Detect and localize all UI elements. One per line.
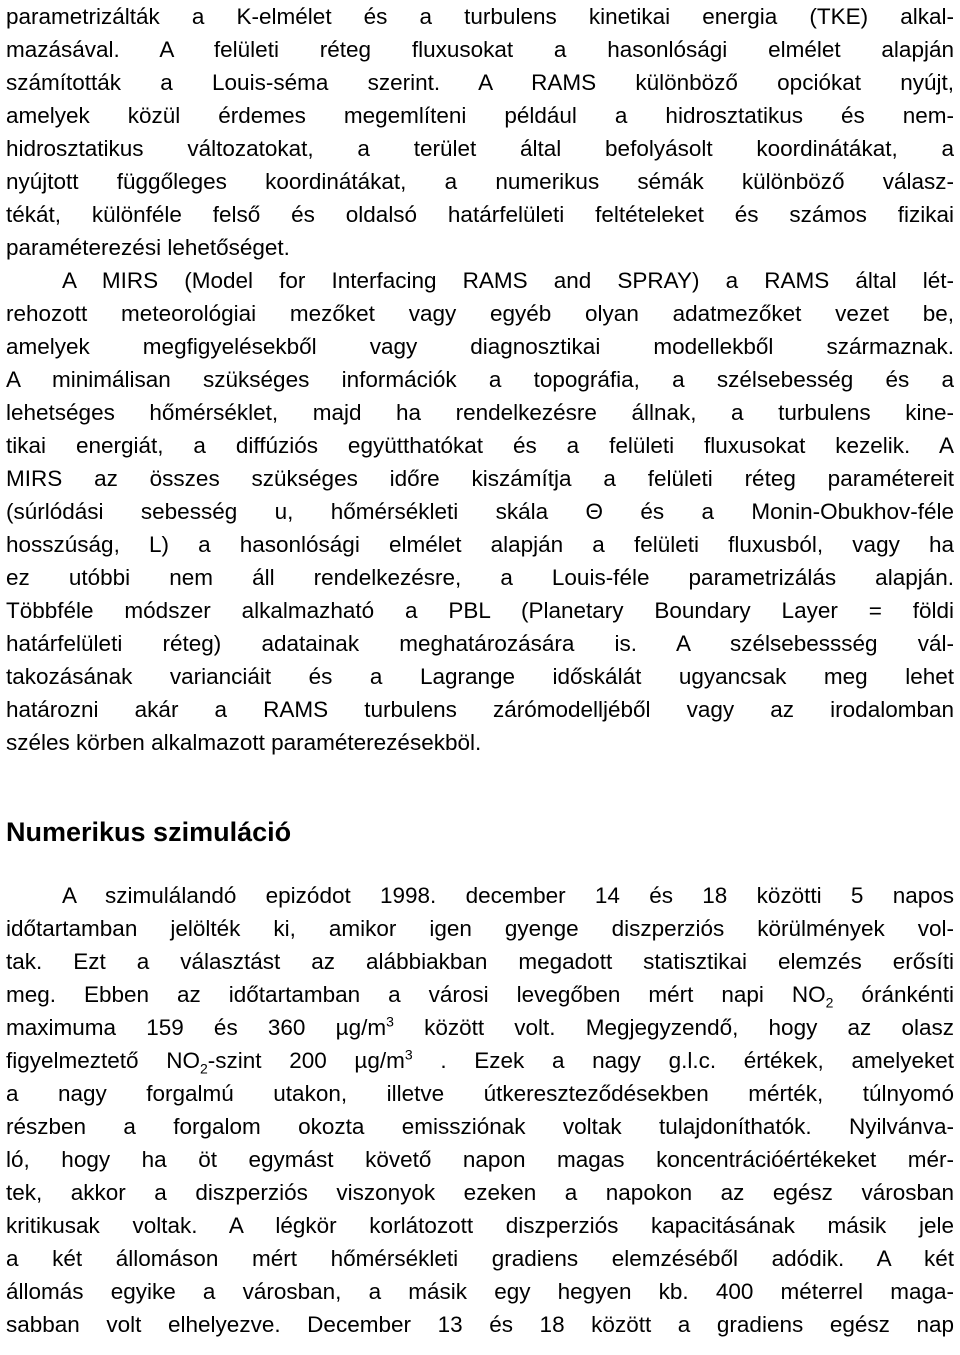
text-line: számították a Louis-séma szerint. A RAMS különböző opciókat nyújt, bbox=[6, 70, 954, 95]
text-line: parametrizálták a K-elmélet és a turbulens kinetikai energia (TKE) alkal- bbox=[6, 4, 954, 29]
superscript: 3 bbox=[386, 1013, 394, 1030]
text-line: lehetséges hőmérséklet, majd ha rendelkezésre állnak, a turbulens kine- bbox=[6, 400, 954, 425]
section-heading: Numerikus szimuláció bbox=[6, 817, 292, 847]
text-segment: maximuma 159 és 360 µg/m bbox=[6, 1015, 387, 1040]
paragraph-1 bbox=[6, 0, 954, 264]
text-line: ez utóbbi nem áll rendelkezésre, a Louis-féle parametrizálás alapján. bbox=[6, 565, 954, 590]
text-line: paraméterezési lehetőséget. bbox=[6, 235, 290, 260]
text-segment: -szint 200 µg/m bbox=[207, 1048, 405, 1073]
text-line: MIRS az összes szükséges időre kiszámítja a felületi réteg paramétereit bbox=[6, 466, 954, 491]
text-segment: . Ezek a nagy g.l.c. értékek, amelyeket bbox=[412, 1048, 954, 1073]
text-line: hidrosztatikus változatokat, a terület által befolyásolt koordinátákat, a bbox=[6, 136, 954, 161]
text-line: kritikusak voltak. A légkör korlátozott diszperziós kapacitásának másik jele bbox=[6, 1213, 954, 1238]
text-line: A szimulálandó epizódot 1998. december 14 és 18 közötti 5 napos bbox=[62, 883, 954, 908]
text-line: tek, akkor a diszperziós viszonyok ezeken a napokon az egész városban bbox=[6, 1180, 954, 1205]
text-line: tikai energiát, a diffúziós együtthatókat és a felületi fluxusokat kezelik. A bbox=[6, 433, 954, 458]
text-line: tékát, különféle felső és oldalsó határfelületi feltételeket és számos fizikai bbox=[6, 202, 954, 227]
text-line: rehozott meteorológiai mezőket vagy egyéb olyan adatmezőket vezet be, bbox=[6, 301, 954, 326]
text-line: részben a forgalom okozta emissziónak voltak tulajdoníthatók. Nyilvánva- bbox=[6, 1114, 954, 1139]
text-line: amelyek megfigyelésekből vagy diagnosztikai modellekből származnak. bbox=[6, 334, 954, 359]
text-line: takozásának varianciáit és a Lagrange időskálát ugyancsak meg lehet bbox=[6, 664, 954, 689]
subscript: 2 bbox=[199, 1060, 208, 1077]
text-line: tak. Ezt a választást az alábbiakban megadott statisztikai elemzés erősíti bbox=[6, 949, 954, 974]
text-line: a két állomáson mért hőmérsékleti gradiens elemzéséből adódik. A két bbox=[6, 1246, 954, 1271]
text-line: ló, hogy ha öt egymást követő napon magas koncentrációértékeket mér- bbox=[6, 1147, 954, 1172]
text-line-threshold bbox=[6, 1044, 954, 1077]
text-line: sabban volt elhelyezve. December 13 és 18 között a gradiens egész nap bbox=[6, 1312, 954, 1337]
document-page bbox=[6, 0, 954, 1341]
text-line: Többféle módszer alkalmazható a PBL (Planetary Boundary Layer = földi bbox=[6, 598, 954, 623]
text-segment: figyelmeztető NO bbox=[6, 1048, 200, 1073]
text-line-no2 bbox=[6, 978, 954, 1011]
text-line: A MIRS (Model for Interfacing RAMS and SPRAY) a RAMS által lét- bbox=[62, 268, 954, 293]
superscript: 3 bbox=[404, 1046, 413, 1063]
text-segment: óránkénti bbox=[833, 982, 954, 1007]
text-segment: között volt. Megjegyzendő, hogy az olasz bbox=[393, 1015, 954, 1040]
text-line: határfelületi réteg) adatainak meghatározására is. A szélsebessség vál- bbox=[6, 631, 954, 656]
text-line: időtartamban jelölték ki, amikor igen gyenge diszperziós körülmények vol- bbox=[6, 916, 954, 941]
text-line: nyújtott függőleges koordinátákat, a numerikus sémák különböző válasz- bbox=[6, 169, 954, 194]
text-line: mazásával. A felületi réteg fluxusokat a hasonlósági elmélet alapján bbox=[6, 37, 954, 62]
paragraph-2 bbox=[6, 264, 954, 759]
text-line: állomás egyike a városban, a másik egy hegyen kb. 400 méterrel maga- bbox=[6, 1279, 954, 1304]
paragraph-3 bbox=[6, 879, 954, 1341]
text-line: a nagy forgalmú utakon, illetve útkereszteződésekben mérték, túlnyomó bbox=[6, 1081, 954, 1106]
section-spacer bbox=[6, 759, 954, 807]
text-segment: meg. Ebben az időtartamban a városi levegőben mért napi NO bbox=[6, 982, 826, 1007]
subscript: 2 bbox=[825, 994, 834, 1011]
text-line: A minimálisan szükséges információk a topográfia, a szélsebesség és a bbox=[6, 367, 954, 392]
text-line-unit bbox=[6, 1011, 954, 1044]
text-line: (súrlódási sebesség u, hőmérsékleti skála Θ és a Monin-Obukhov-féle bbox=[6, 499, 954, 524]
text-line: hosszúság, L) a hasonlósági elmélet alapján a felületi fluxusból, vagy ha bbox=[6, 532, 954, 557]
text-line: széles körben alkalmazott paraméterezésekböl. bbox=[6, 730, 482, 755]
text-line: határozni akár a RAMS turbulens zárómodelljéből vagy az irodalomban bbox=[6, 697, 954, 722]
text-line: amelyek közül érdemes megemlíteni például a hidrosztatikus és nem- bbox=[6, 103, 954, 128]
heading-spacer bbox=[6, 857, 954, 879]
